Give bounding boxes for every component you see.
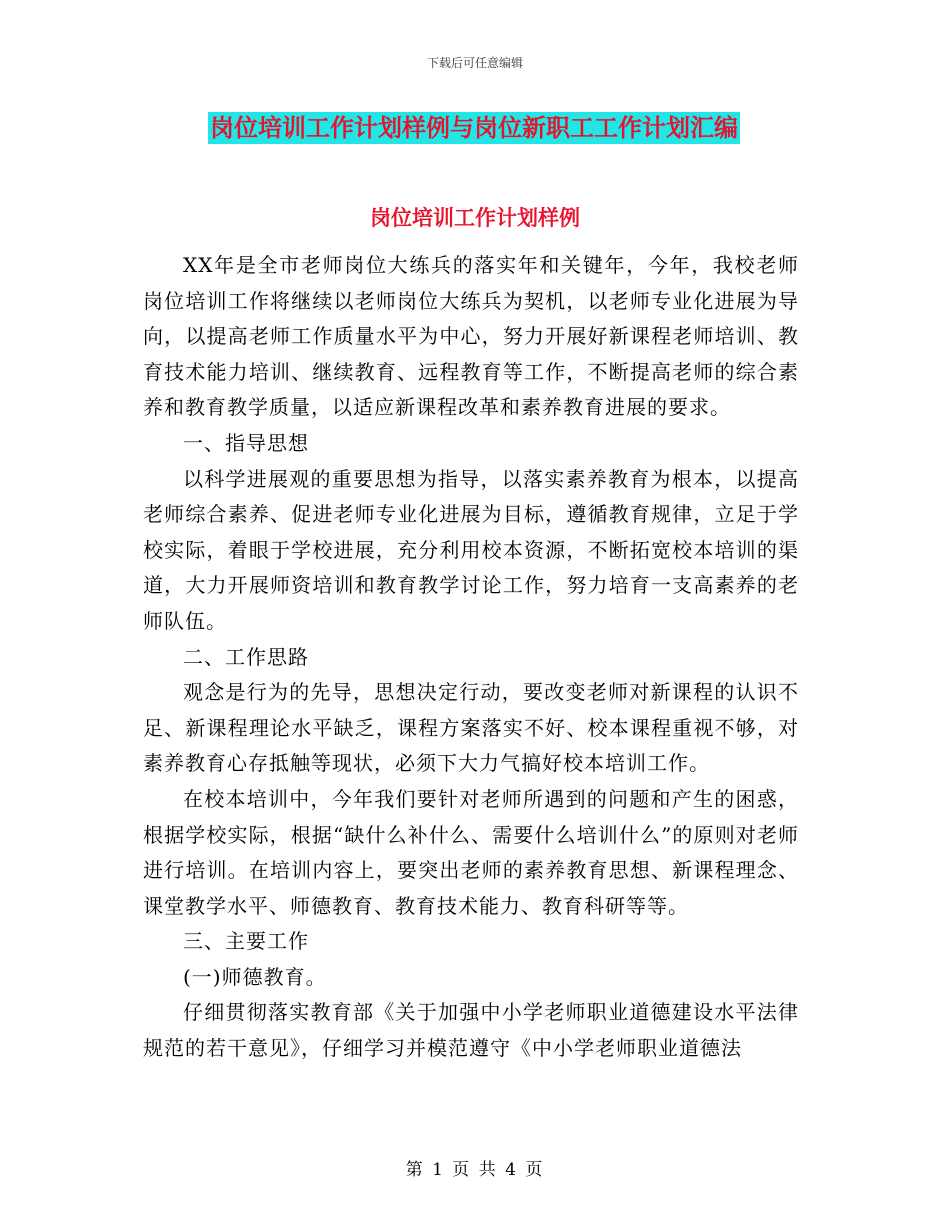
heading-guiding-ideology: 一、指导思想 — [183, 430, 309, 455]
document-title: 岗位培训工作计划样例与岗位新职工工作计划汇编 — [210, 114, 738, 142]
subheading-ethics-education: (一)师德教育。 — [183, 964, 327, 989]
page-number-footer: 第 1 页 共 4 页 — [405, 1160, 545, 1180]
heading-main-work: 三、主要工作 — [183, 929, 309, 954]
guiding-ideology-paragraph: 以科学进展观的重要思想为指导，以落实素养教育为根本，以提高老师综合素养、促进老师专业化进展为目标，遵循教育规律，立足于学校实际，着眼于学校进展，充分利用校本资源，不断拓宽校本培训的渠道，大力开展师资培训和教育教学讨论工作，努力培育一支高素养的老师队伍。 — [143, 466, 799, 633]
intro-paragraph: XX年是全市老师岗位大练兵的落实年和关键年，今年，我校老师岗位培训工作将继续以老师岗位大练兵为契机，以老师专业化进展为导向，以提高老师工作质量水平为中心，努力开展好新课程老师培训、教育技术能力培训、继续教育、远程教育等工作，不断提高老师的综合素养和教育教学质量，以适应新课程改革和素养教育进展的要求。 — [143, 253, 799, 420]
work-approach-paragraph-1: 观念是行为的先导，思想决定行动，要改变老师对新课程的认识不足、新课程理论水平缺乏，课程方案落实不好、校本课程重视不够，对素养教育心存抵触等现状，必须下大力气搞好校本培训工作。 — [143, 680, 799, 776]
section-title: 岗位培训工作计划样例 — [370, 206, 580, 230]
ethics-education-paragraph: 仔细贯彻落实教育部《关于加强中小学老师职业道德建设水平法律规范的若干意见》，仔细学习并模范遵守《中小学老师职业道德法 — [143, 1000, 799, 1061]
work-approach-paragraph-2: 在校本培训中，今年我们要针对老师所遇到的问题和产生的困惑，根据学校实际，根据“缺什么补什么、需要什么培训什么”的原则对老师进行培训。在培训内容上，要突出老师的素养教育思想、新课程理念、课堂教学水平、师德教育、教育技术能力、教育科研等等。 — [143, 786, 799, 918]
document-body — [143, 248, 799, 1067]
header-note: 下载后可任意编辑 — [426, 56, 523, 70]
heading-work-approach: 二、工作思路 — [183, 644, 309, 669]
